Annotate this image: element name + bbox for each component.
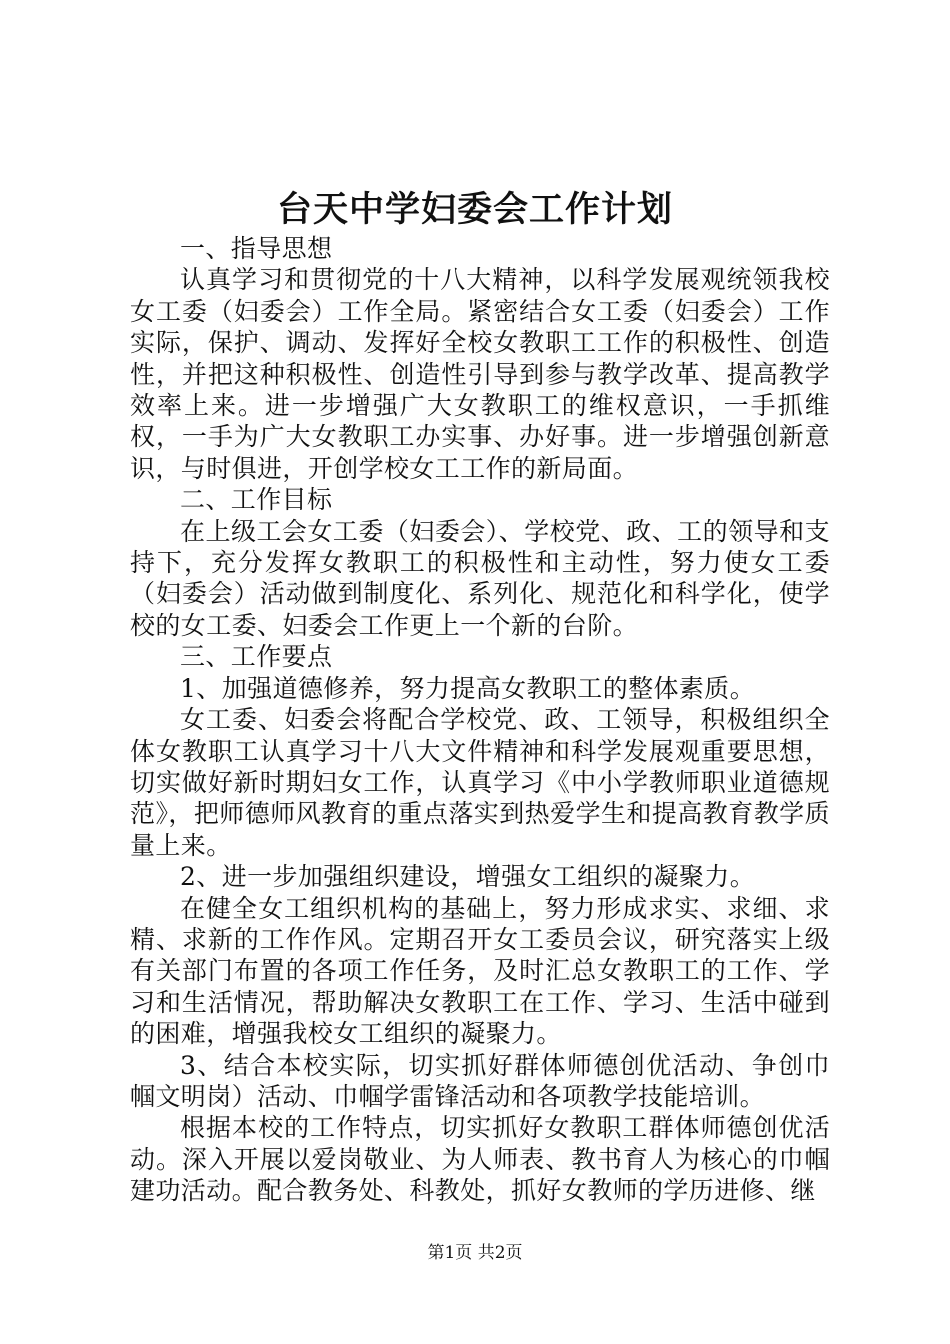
document-body xyxy=(130,233,830,1207)
paragraph-point-2: 在健全女工组织机构的基础上，努力形成求实、求细、求精、求新的工作作风。定期召开女工委员会议，研究落实上级有关部门布置的各项工作任务，及时汇总女教职工的工作、学习和生活情况，帮助解决女教职工在工作、学习、生活中碰到的困难，增强我校女工组织的凝聚力。 xyxy=(130,893,830,1049)
paragraph-point-3: 根据本校的工作特点，切实抓好女教职工群体师德创优活动。深入开展以爱岗敬业、为人师表、教书育人为核心的巾帼建功活动。配合教务处、科教处，抓好女教师的学历进修、继 xyxy=(130,1113,830,1206)
subheading-point-2: 2、进一步加强组织建设，增强女工组织的凝聚力。 xyxy=(180,862,756,892)
paragraph-work-goals: 在上级工会女工委（妇委会）、学校党、政、工的领导和支持下，充分发挥女教职工的积极性和主动性，努力使女工委（妇委会）活动做到制度化、系列化、规范化和科学化，使学校的女工委、妇委会工作更上一个新的台阶。 xyxy=(130,516,830,640)
subheading-point-3: 3、结合本校实际，切实抓好群体师德创优活动、争创巾帼文明岗）活动、巾帼学雷锋活动和各项教学技能培训。 xyxy=(130,1050,830,1111)
document-title: 台天中学妇委会工作计划 xyxy=(276,189,673,230)
section-heading-guiding-ideology: 一、指导思想 xyxy=(180,234,333,263)
subheading-point-1: 1、加强道德修养，努力提高女教职工的整体素质。 xyxy=(180,673,756,703)
paragraph-guiding-ideology: 认真学习和贯彻党的十八大精神，以科学发展观统领我校女工委（妇委会）工作全局。紧密结合女工委（妇委会）工作实际，保护、调动、发挥好全校女教职工工作的积极性、创造性，并把这种积极性、创造性引导到参与教学改革、提高教学效率上来。进一步增强广大女教职工的维权意识，一手抓维权，一手为广大女教职工办实事、办好事。进一步增强创新意识，与时俱进，开创学校女工工作的新局面。 xyxy=(130,265,830,483)
page-number-footer: 第1页 共2页 xyxy=(427,1243,523,1263)
paragraph-point-1: 女工委、妇委会将配合学校党、政、工领导，积极组织全体女教职工认真学习十八大文件精神和科学发展观重要思想，切实做好新时期妇女工作，认真学习《中小学教师职业道德规范》，把师德师风教育的重点落实到热爱学生和提高教育教学质量上来。 xyxy=(130,705,830,860)
section-heading-work-points: 三、工作要点 xyxy=(180,642,333,672)
section-heading-work-goals: 二、工作目标 xyxy=(180,485,333,515)
